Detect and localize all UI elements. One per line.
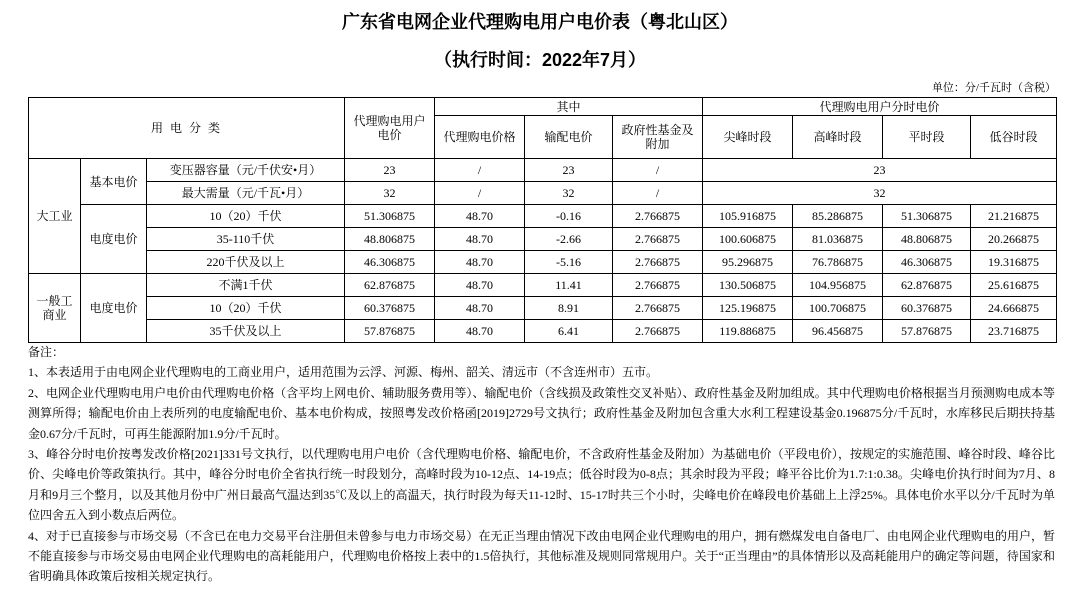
cell-transmission-price: 6.41: [525, 320, 613, 343]
cell-flat: 62.876875: [883, 274, 971, 297]
cell-tou-merged: 23: [703, 159, 1057, 182]
header-row: [29, 98, 1057, 116]
table-row: [29, 320, 1057, 343]
header-tou-group: 代理购电用户分时电价: [703, 98, 1057, 116]
cell-transmission-price: 23: [525, 159, 613, 182]
cell-flat: 60.376875: [883, 297, 971, 320]
cell-transmission-price: 11.41: [525, 274, 613, 297]
cell-gov-fund: 2.766875: [613, 228, 703, 251]
cell-user-price: 46.306875: [345, 251, 435, 274]
table-row: [29, 228, 1057, 251]
cell-purchase-price: /: [435, 159, 525, 182]
header-transmission-price: 输配电价: [525, 116, 613, 159]
note-item: 3、峰谷分时电价按粤发改价格[2021]331号文执行，以代理购电用户电价（含代理购电价格、输配电价，不含政府性基金及附加）为基础电价（平段电价），按规定的实施范围、峰谷时段、峰谷比价、尖峰电价等政策执行。其中，峰谷分时电价全省执行统一时段划分，高峰时段为10-12点、14-19点；低谷时段为0-8点；其余时段为平段；峰平谷比价为1.7:1:0.38。尖峰电价执行时间为7月、8月和9月三个整月，以及其他月份中广州日最高气温达到35℃及以上的高温天，执行时段为每天11-12时、15-17时共三个小时，尖峰电价在峰段电价基础上上浮25%。具体电价水平以分/千瓦时为单位四舍五入到小数点后两位。: [28, 447, 1055, 523]
cell-purchase-price: 48.70: [435, 274, 525, 297]
cell-gov-fund: 2.766875: [613, 274, 703, 297]
page-title: 广东省电网企业代理购电用户电价表（粤北山区）: [342, 12, 738, 32]
notes-heading: 备注：: [28, 345, 65, 359]
cell-gov-fund: /: [613, 182, 703, 205]
cell-gov-fund: /: [613, 159, 703, 182]
header-flat: 平时段: [883, 116, 971, 159]
category-general-commercial: 一般工商业: [29, 274, 81, 343]
header-of-which: 其中: [435, 98, 703, 116]
cell-sharp-peak: 130.506875: [703, 274, 793, 297]
header-category: 用 电 分 类: [29, 98, 345, 159]
table-row: [29, 205, 1057, 228]
header-peak: 高峰时段: [793, 116, 883, 159]
table-row: [29, 274, 1057, 297]
note-item: 1、本表适用于由电网企业代理购电的工商业用户，适用范围为云浮、河源、梅州、韶关、清远市（不含连州市）五市。: [28, 365, 659, 380]
note-item: 4、对于已直接参与市场交易（不含已在电力交易平台注册但未曾参与电力市场交易）在无正当理由情况下改由电网企业代理购电的用户，拥有燃煤发电自备电厂、由电网企业代理购电的用户，暂不能直接参与市场交易由电网企业代理购电的高耗能用户，代理购电价格按上表中的1.5倍执行，其他标准及规则同常规用户。关于“正当理由”的具体情形以及高耗能用户的确定等问题，待国家和省明确具体政策后按相关规定执行。: [28, 528, 1055, 584]
cell-valley: 23.716875: [971, 320, 1057, 343]
cell-item: 变压器容量（元/千伏安•月）: [147, 159, 345, 182]
cell-gov-fund: 2.766875: [613, 320, 703, 343]
cell-purchase-price: /: [435, 182, 525, 205]
notes: [28, 342, 1055, 587]
cell-purchase-price: 48.70: [435, 228, 525, 251]
cell-item: 35-110千伏: [147, 228, 345, 251]
cell-transmission-price: -5.16: [525, 251, 613, 274]
subcategory-energy-charge: 电度电价: [81, 205, 147, 274]
unit-label: 单位：分/千瓦时（含税）: [931, 82, 1056, 94]
cell-peak: 104.956875: [793, 274, 883, 297]
table-row: [29, 159, 1057, 182]
cell-transmission-price: -0.16: [525, 205, 613, 228]
cell-item: 10（20）千伏: [147, 297, 345, 320]
cell-purchase-price: 48.70: [435, 297, 525, 320]
cell-transmission-price: -2.66: [525, 228, 613, 251]
price-table: [28, 97, 1057, 343]
cell-sharp-peak: 105.916875: [703, 205, 793, 228]
cell-item: 35千伏及以上: [147, 320, 345, 343]
cell-valley: 20.266875: [971, 228, 1057, 251]
cell-item: 不满1千伏: [147, 274, 345, 297]
cell-flat: 48.806875: [883, 228, 971, 251]
cell-user-price: 32: [345, 182, 435, 205]
cell-user-price: 23: [345, 159, 435, 182]
cell-purchase-price: 48.70: [435, 320, 525, 343]
cell-item: 最大需量（元/千瓦•月）: [147, 182, 345, 205]
cell-transmission-price: 8.91: [525, 297, 613, 320]
cell-purchase-price: 48.70: [435, 205, 525, 228]
note-item: 2、电网企业代理购电用户电价由代理购电价格（含平均上网电价、辅助服务费用等）、输配电价（含线损及政策性交叉补贴）、政府性基金及附加组成。其中代理购电价格根据当月预测购电成本等测算所得；输配电价由上表所列的电度输配电价、基本电价构成，按照粤发改价格函[2019]2729号文执行；政府性基金及附加包含重大水利工程建设基金0.196875分/千瓦时，水库移民后期扶持基金0.67分/千瓦时，可再生能源附加1.9分/千瓦时。: [28, 385, 1055, 441]
cell-user-price: 57.876875: [345, 320, 435, 343]
cell-item: 220千伏及以上: [147, 251, 345, 274]
cell-item: 10（20）千伏: [147, 205, 345, 228]
cell-user-price: 62.876875: [345, 274, 435, 297]
cell-flat: 57.876875: [883, 320, 971, 343]
table-row: [29, 182, 1057, 205]
cell-valley: 19.316875: [971, 251, 1057, 274]
cell-flat: 51.306875: [883, 205, 971, 228]
cell-user-price: 48.806875: [345, 228, 435, 251]
category-large-industry: 大工业: [29, 159, 81, 274]
cell-tou-merged: 32: [703, 182, 1057, 205]
table-row: [29, 251, 1057, 274]
cell-gov-fund: 2.766875: [613, 205, 703, 228]
cell-sharp-peak: 95.296875: [703, 251, 793, 274]
cell-valley: 25.616875: [971, 274, 1057, 297]
cell-purchase-price: 48.70: [435, 251, 525, 274]
cell-peak: 100.706875: [793, 297, 883, 320]
header-valley: 低谷时段: [971, 116, 1057, 159]
cell-peak: 76.786875: [793, 251, 883, 274]
cell-peak: 81.036875: [793, 228, 883, 251]
cell-sharp-peak: 119.886875: [703, 320, 793, 343]
header-user-price: 代理购电用户电价: [345, 98, 435, 159]
cell-gov-fund: 2.766875: [613, 297, 703, 320]
page-subtitle: （执行时间：2022年7月）: [433, 50, 647, 70]
cell-sharp-peak: 125.196875: [703, 297, 793, 320]
header-purchase-price: 代理购电价格: [435, 116, 525, 159]
header-gov-fund: 政府性基金及附加: [613, 116, 703, 159]
subcategory-energy-charge: 电度电价: [81, 274, 147, 343]
subcategory-basic-charge: 基本电价: [81, 159, 147, 205]
header-sharp-peak: 尖峰时段: [703, 116, 793, 159]
cell-valley: 21.216875: [971, 205, 1057, 228]
cell-user-price: 51.306875: [345, 205, 435, 228]
cell-peak: 85.286875: [793, 205, 883, 228]
cell-sharp-peak: 100.606875: [703, 228, 793, 251]
cell-flat: 46.306875: [883, 251, 971, 274]
cell-gov-fund: 2.766875: [613, 251, 703, 274]
cell-user-price: 60.376875: [345, 297, 435, 320]
cell-transmission-price: 32: [525, 182, 613, 205]
cell-peak: 96.456875: [793, 320, 883, 343]
cell-valley: 24.666875: [971, 297, 1057, 320]
table-row: [29, 297, 1057, 320]
